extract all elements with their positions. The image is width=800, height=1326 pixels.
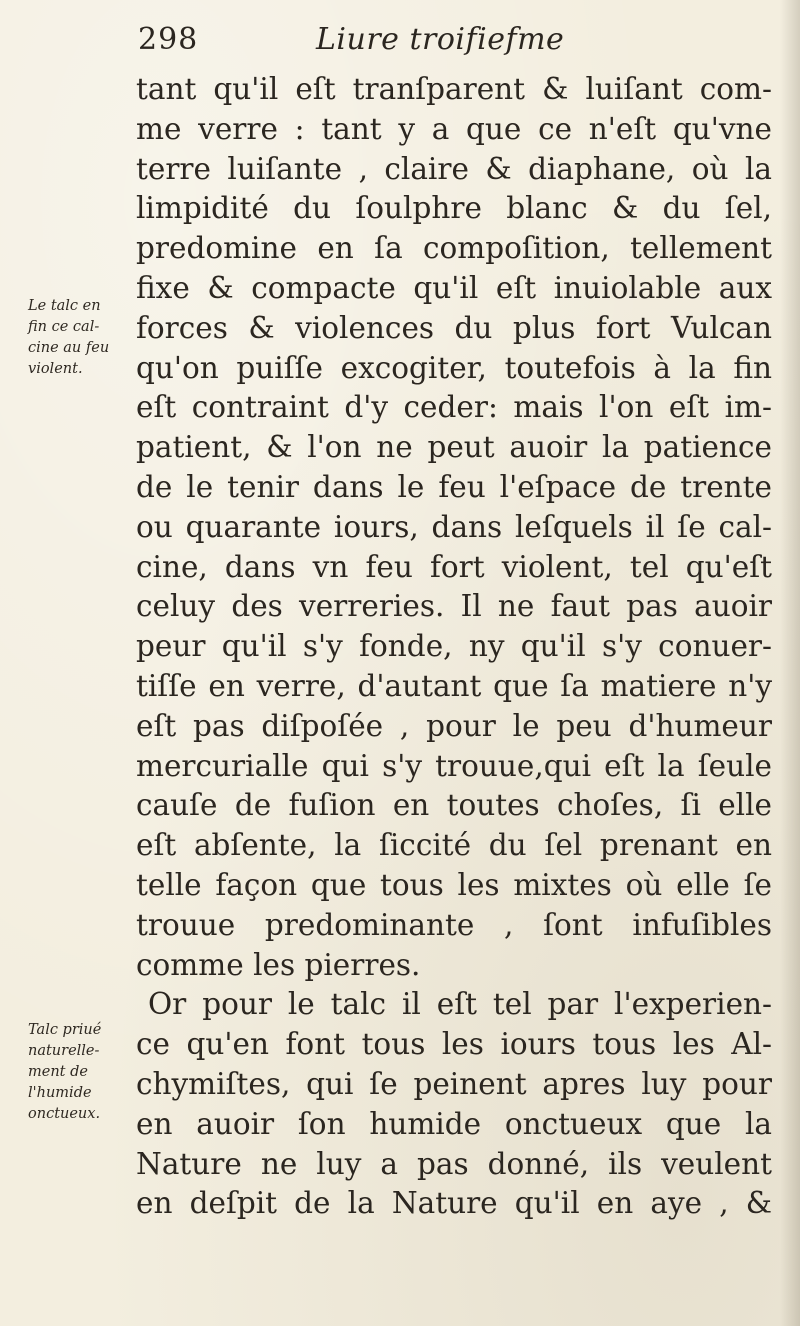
- text-line: predomine en ſa compoſition, tellement: [136, 231, 772, 266]
- text-line: cine, dans vn feu fort violent, tel qu'eſt: [136, 549, 772, 584]
- text-line: chymiſtes, qui ſe peinent apres luy pour: [136, 1066, 772, 1101]
- text-line: tiſſe en verre, d'autant que ſa matiere n'y: [136, 668, 772, 703]
- margin-note-line: violent.: [28, 361, 83, 377]
- text-line: Nature ne luy a pas donné, ils veulent: [136, 1146, 772, 1181]
- text-line: en auoir ſon humide onctueux que la: [136, 1106, 772, 1141]
- text-line: tant qu'il eſt tranſparent & luiſant com-: [136, 72, 772, 106]
- text-line: ce qu'en font tous les iours tous les Al-: [136, 1027, 772, 1062]
- text-line: me verre : tant y a que ce n'eſt qu'vne: [136, 111, 772, 146]
- text-line: patient, & l'on ne peut auoir la patience: [136, 430, 772, 465]
- margin-note-line: onctueux.: [28, 1106, 101, 1122]
- text-line: cauſe de fuſion en toutes choſes, ſi elle: [136, 788, 772, 823]
- text-line: terre luiſante , claire & diaphane, où la: [136, 151, 772, 186]
- text-line: peur qu'il s'y fonde, ny qu'il s'y conuer-: [136, 629, 772, 664]
- text-line: fixe & compacte qu'il eſt inuiolable aux: [136, 270, 772, 305]
- body-text: [136, 70, 772, 1224]
- text-line: en deſpit de la Nature qu'il en aye , &: [136, 1186, 772, 1221]
- margin-note-line: l'humide: [28, 1085, 92, 1101]
- running-title: Liure troifiefme: [316, 22, 565, 57]
- margin-note-talc-calcine: [28, 296, 132, 380]
- margin-note-line: cine au feu: [28, 340, 110, 356]
- page-number: 298: [138, 22, 199, 57]
- text-line: mercurialle qui s'y trouue,qui eſt la ſeule: [136, 748, 772, 783]
- text-line: ou quarante iours, dans leſquels il ſe cal-: [136, 509, 772, 544]
- margin-note-line: fin ce cal-: [28, 319, 100, 335]
- text-line: trouue predominante , ſont infuſibles: [136, 907, 772, 942]
- text-line: eſt pas diſpoſée , pour le peu d'humeur: [136, 708, 772, 743]
- page-edge-shadow: [780, 0, 800, 1326]
- text-line: forces & violences du plus fort Vulcan: [136, 310, 772, 345]
- margin-note-talc-prive: [28, 1020, 132, 1125]
- text-line: celuy des verreries. Il ne faut pas auoir: [136, 589, 772, 624]
- text-line: qu'on puiſſe excogiter, toutefois à la fin: [136, 350, 772, 385]
- margin-note-line: naturelle-: [28, 1043, 100, 1059]
- text-line: telle façon que tous les mixtes où elle ſe: [136, 867, 772, 902]
- text-line: eſt abſente, la ſiccité du ſel prenant en: [136, 828, 772, 863]
- text-line: eſt contraint d'y ceder: mais l'on eſt im-: [136, 390, 772, 425]
- text-line: Or pour le talc il eſt tel par l'experien-: [148, 987, 772, 1022]
- margin-note-line: Talc priué: [28, 1022, 102, 1038]
- page-header: [138, 18, 608, 62]
- margin-note-line: ment de: [28, 1064, 88, 1080]
- text-line: de le tenir dans le feu l'eſpace de trente: [136, 469, 772, 504]
- text-line: limpidité du ſoulphre blanc & du ſel,: [136, 191, 772, 226]
- text-line: comme les pierres.: [136, 947, 421, 982]
- margin-note-line: Le talc en: [28, 298, 101, 314]
